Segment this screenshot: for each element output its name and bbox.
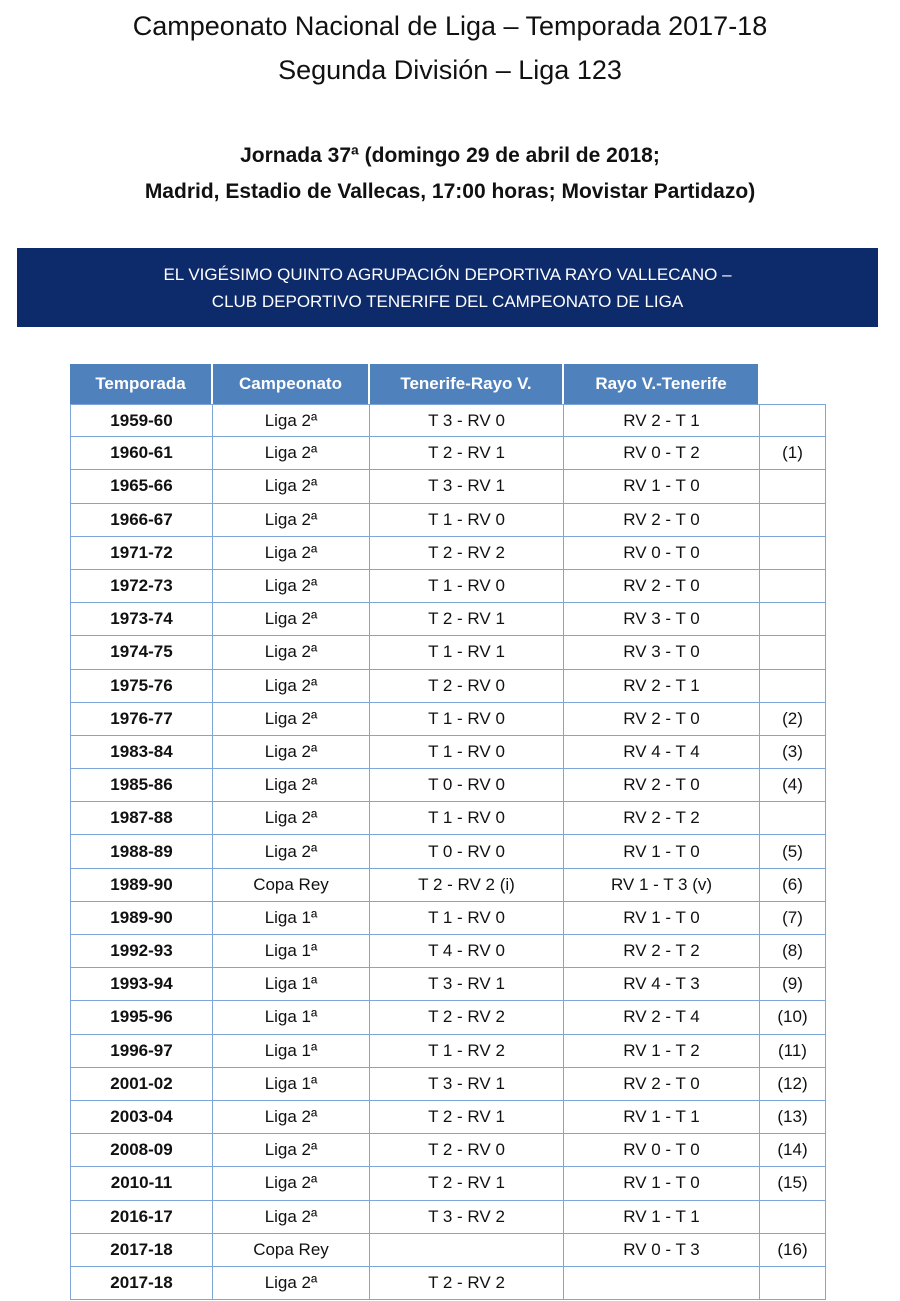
table-row: [70, 736, 826, 769]
cell-score-tenerife-home: T 3 - RV 1: [370, 968, 564, 1001]
cell-score-tenerife-home: T 2 - RV 0: [370, 670, 564, 703]
table-row: [70, 404, 826, 437]
cell-score-rayo-home: RV 1 - T 2: [564, 1035, 760, 1068]
cell-competition: Liga 2ª: [213, 603, 370, 636]
cell-score-rayo-home: RV 2 - T 0: [564, 570, 760, 603]
table-row: [70, 703, 826, 736]
cell-competition: Liga 2ª: [213, 636, 370, 669]
cell-score-tenerife-home: T 2 - RV 1: [370, 437, 564, 470]
cell-competition: Liga 2ª: [213, 802, 370, 835]
cell-note: [760, 1201, 826, 1234]
cell-competition: Liga 2ª: [213, 1167, 370, 1200]
table-row: [70, 1134, 826, 1167]
table-row: [70, 670, 826, 703]
cell-competition: Liga 2ª: [213, 537, 370, 570]
cell-note: [760, 537, 826, 570]
cell-note: [760, 570, 826, 603]
page-title: [0, 4, 900, 92]
cell-season: 1985-86: [70, 769, 213, 802]
match-info-line-2: Madrid, Estadio de Vallecas, 17:00 horas; Movistar Partidazo): [144, 180, 756, 203]
header-rayo-tenerife: Rayo V.-Tenerife: [564, 364, 760, 404]
cell-season: 2010-11: [70, 1167, 213, 1200]
cell-note: [760, 636, 826, 669]
cell-score-tenerife-home: T 3 - RV 2: [370, 1201, 564, 1234]
cell-score-tenerife-home: T 2 - RV 2 (i): [370, 869, 564, 902]
cell-season: 1987-88: [70, 802, 213, 835]
cell-note: (16): [760, 1234, 826, 1267]
cell-note: (6): [760, 869, 826, 902]
cell-season: 1966-67: [70, 504, 213, 537]
cell-note: (9): [760, 968, 826, 1001]
cell-score-rayo-home: RV 0 - T 0: [564, 537, 760, 570]
cell-note: [760, 603, 826, 636]
cell-score-tenerife-home: T 3 - RV 1: [370, 470, 564, 503]
header-tenerife-rayo: Tenerife-Rayo V.: [370, 364, 564, 404]
cell-season: 2008-09: [70, 1134, 213, 1167]
cell-competition: Liga 2ª: [213, 504, 370, 537]
cell-note: [760, 404, 826, 437]
table-row: [70, 1167, 826, 1200]
cell-competition: Liga 1ª: [213, 1001, 370, 1034]
cell-score-rayo-home: RV 4 - T 4: [564, 736, 760, 769]
cell-score-rayo-home: RV 1 - T 0: [564, 835, 760, 868]
cell-competition: Liga 2ª: [213, 1267, 370, 1300]
cell-season: 1993-94: [70, 968, 213, 1001]
cell-score-rayo-home: RV 1 - T 0: [564, 470, 760, 503]
table-row: [70, 1001, 826, 1034]
cell-competition: Liga 2ª: [213, 670, 370, 703]
cell-season: 1996-97: [70, 1035, 213, 1068]
cell-score-rayo-home: RV 2 - T 2: [564, 802, 760, 835]
cell-score-tenerife-home: T 2 - RV 1: [370, 603, 564, 636]
header-notes: [760, 364, 826, 404]
cell-score-rayo-home: RV 2 - T 1: [564, 670, 760, 703]
table-row: [70, 470, 826, 503]
cell-note: (13): [760, 1101, 826, 1134]
cell-score-tenerife-home: T 0 - RV 0: [370, 769, 564, 802]
cell-score-tenerife-home: T 1 - RV 0: [370, 703, 564, 736]
cell-competition: Liga 1ª: [213, 935, 370, 968]
cell-score-tenerife-home: T 2 - RV 2: [370, 537, 564, 570]
cell-season: 2017-18: [70, 1267, 213, 1300]
cell-season: 1988-89: [70, 835, 213, 868]
title-line-2: Segunda División – Liga 123: [278, 55, 622, 85]
cell-season: 2016-17: [70, 1201, 213, 1234]
cell-score-tenerife-home: T 0 - RV 0: [370, 835, 564, 868]
match-info: [0, 138, 900, 210]
cell-note: [760, 670, 826, 703]
cell-score-tenerife-home: T 1 - RV 1: [370, 636, 564, 669]
cell-score-rayo-home: RV 2 - T 0: [564, 769, 760, 802]
cell-score-tenerife-home: T 3 - RV 1: [370, 1068, 564, 1101]
table-row: [70, 1035, 826, 1068]
cell-season: 1965-66: [70, 470, 213, 503]
cell-score-rayo-home: RV 1 - T 1: [564, 1201, 760, 1234]
cell-competition: Liga 1ª: [213, 1068, 370, 1101]
cell-competition: Liga 2ª: [213, 703, 370, 736]
cell-season: 1975-76: [70, 670, 213, 703]
cell-season: 1974-75: [70, 636, 213, 669]
table-row: [70, 1267, 826, 1300]
cell-season: 1973-74: [70, 603, 213, 636]
table-row: [70, 1068, 826, 1101]
table-body: [70, 404, 826, 1300]
cell-score-rayo-home: RV 1 - T 1: [564, 1101, 760, 1134]
cell-competition: Liga 2ª: [213, 1101, 370, 1134]
table-row: [70, 636, 826, 669]
cell-score-tenerife-home: T 2 - RV 2: [370, 1001, 564, 1034]
cell-season: 2003-04: [70, 1101, 213, 1134]
cell-score-tenerife-home: T 4 - RV 0: [370, 935, 564, 968]
cell-competition: Liga 2ª: [213, 1134, 370, 1167]
cell-score-tenerife-home: T 1 - RV 0: [370, 736, 564, 769]
title-line-1: Campeonato Nacional de Liga – Temporada 2017-18: [132, 11, 768, 41]
header-temporada: Temporada: [70, 364, 213, 404]
table-row: [70, 802, 826, 835]
cell-score-tenerife-home: T 1 - RV 0: [370, 570, 564, 603]
cell-note: [760, 470, 826, 503]
cell-score-rayo-home: [564, 1267, 760, 1300]
match-info-line-1: Jornada 37ª (domingo 29 de abril de 2018;: [240, 144, 660, 167]
table-row: [70, 1234, 826, 1267]
cell-note: (4): [760, 769, 826, 802]
cell-season: 1983-84: [70, 736, 213, 769]
cell-season: 1959-60: [70, 404, 213, 437]
cell-score-tenerife-home: T 1 - RV 0: [370, 902, 564, 935]
cell-competition: Copa Rey: [213, 1234, 370, 1267]
cell-note: (5): [760, 835, 826, 868]
cell-competition: Liga 2ª: [213, 570, 370, 603]
cell-score-rayo-home: RV 0 - T 2: [564, 437, 760, 470]
cell-score-rayo-home: RV 3 - T 0: [564, 636, 760, 669]
cell-season: 1989-90: [70, 869, 213, 902]
cell-season: 1989-90: [70, 902, 213, 935]
cell-season: 1976-77: [70, 703, 213, 736]
header-campeonato: Campeonato: [213, 364, 370, 404]
table-row: [70, 570, 826, 603]
cell-note: [760, 1267, 826, 1300]
cell-note: [760, 504, 826, 537]
cell-competition: Liga 2ª: [213, 769, 370, 802]
cell-competition: Liga 2ª: [213, 1201, 370, 1234]
cell-competition: Liga 2ª: [213, 437, 370, 470]
cell-score-rayo-home: RV 2 - T 4: [564, 1001, 760, 1034]
cell-competition: Liga 2ª: [213, 736, 370, 769]
table-row: [70, 537, 826, 570]
cell-note: (14): [760, 1134, 826, 1167]
cell-season: 2001-02: [70, 1068, 213, 1101]
cell-competition: Liga 2ª: [213, 404, 370, 437]
cell-season: 1972-73: [70, 570, 213, 603]
cell-note: (15): [760, 1167, 826, 1200]
cell-score-tenerife-home: T 2 - RV 1: [370, 1167, 564, 1200]
cell-score-rayo-home: RV 1 - T 0: [564, 902, 760, 935]
cell-competition: Copa Rey: [213, 869, 370, 902]
table-row: [70, 1201, 826, 1234]
cell-note: (3): [760, 736, 826, 769]
cell-score-rayo-home: RV 2 - T 1: [564, 404, 760, 437]
table-row: [70, 902, 826, 935]
cell-season: 1971-72: [70, 537, 213, 570]
cell-note: (10): [760, 1001, 826, 1034]
cell-score-rayo-home: RV 2 - T 0: [564, 504, 760, 537]
cell-score-tenerife-home: T 1 - RV 0: [370, 504, 564, 537]
table-row: [70, 1101, 826, 1134]
cell-score-rayo-home: RV 4 - T 3: [564, 968, 760, 1001]
cell-competition: Liga 1ª: [213, 968, 370, 1001]
cell-score-rayo-home: RV 1 - T 0: [564, 1167, 760, 1200]
table-row: [70, 968, 826, 1001]
cell-note: (12): [760, 1068, 826, 1101]
cell-note: (7): [760, 902, 826, 935]
cell-note: (11): [760, 1035, 826, 1068]
table-row: [70, 437, 826, 470]
cell-season: 1992-93: [70, 935, 213, 968]
cell-score-tenerife-home: T 1 - RV 2: [370, 1035, 564, 1068]
table-row: [70, 869, 826, 902]
history-table: [70, 364, 826, 1300]
table-row: [70, 835, 826, 868]
match-banner: [17, 248, 878, 327]
cell-score-tenerife-home: T 1 - RV 0: [370, 802, 564, 835]
banner-line-1: EL VIGÉSIMO QUINTO AGRUPACIÓN DEPORTIVA RAYO VALLECANO –: [163, 265, 732, 284]
cell-score-tenerife-home: T 3 - RV 0: [370, 404, 564, 437]
cell-season: 2017-18: [70, 1234, 213, 1267]
table-row: [70, 504, 826, 537]
cell-score-tenerife-home: T 2 - RV 2: [370, 1267, 564, 1300]
cell-score-tenerife-home: [370, 1234, 564, 1267]
cell-note: (8): [760, 935, 826, 968]
table-row: [70, 935, 826, 968]
cell-score-rayo-home: RV 0 - T 0: [564, 1134, 760, 1167]
table-header: [70, 364, 826, 404]
banner-line-2: CLUB DEPORTIVO TENERIFE DEL CAMPEONATO DE LIGA: [211, 292, 684, 311]
table-row: [70, 603, 826, 636]
cell-score-rayo-home: RV 2 - T 0: [564, 703, 760, 736]
cell-competition: Liga 1ª: [213, 1035, 370, 1068]
cell-score-rayo-home: RV 2 - T 0: [564, 1068, 760, 1101]
cell-season: 1960-61: [70, 437, 213, 470]
cell-score-tenerife-home: T 2 - RV 1: [370, 1101, 564, 1134]
cell-season: 1995-96: [70, 1001, 213, 1034]
cell-note: (2): [760, 703, 826, 736]
cell-score-tenerife-home: T 2 - RV 0: [370, 1134, 564, 1167]
cell-score-rayo-home: RV 3 - T 0: [564, 603, 760, 636]
table-row: [70, 769, 826, 802]
cell-score-rayo-home: RV 2 - T 2: [564, 935, 760, 968]
cell-note: [760, 802, 826, 835]
cell-competition: Liga 1ª: [213, 902, 370, 935]
cell-competition: Liga 2ª: [213, 470, 370, 503]
cell-competition: Liga 2ª: [213, 835, 370, 868]
cell-score-rayo-home: RV 0 - T 3: [564, 1234, 760, 1267]
cell-score-rayo-home: RV 1 - T 3 (v): [564, 869, 760, 902]
cell-note: (1): [760, 437, 826, 470]
